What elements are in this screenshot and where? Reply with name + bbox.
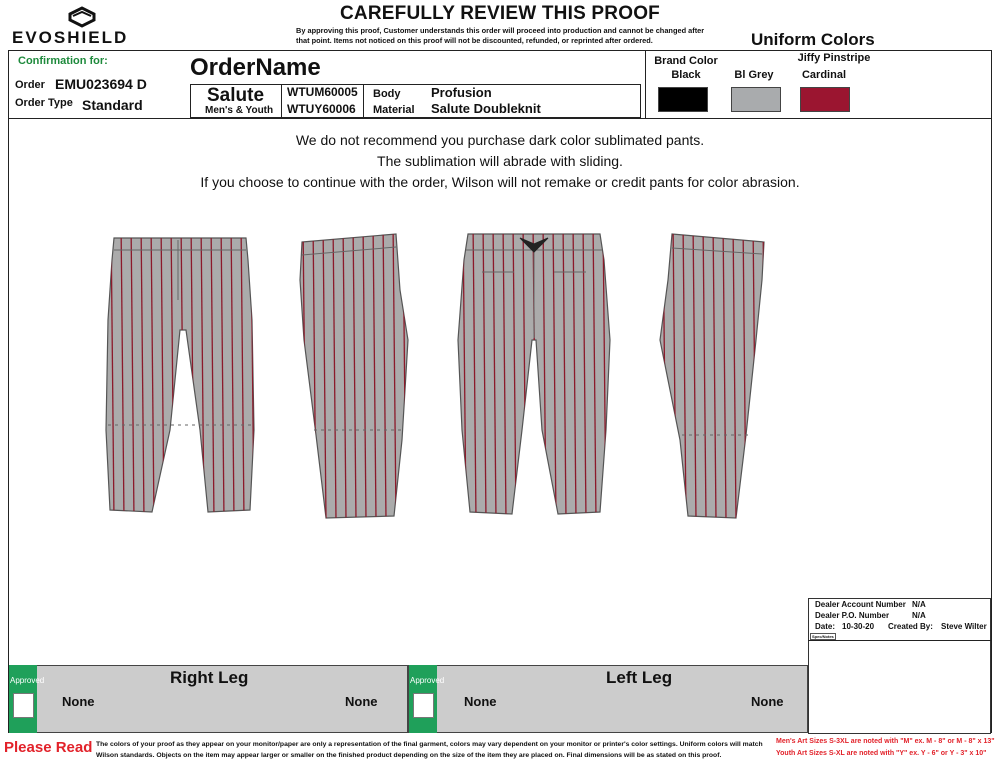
right-leg-value: None	[62, 694, 95, 709]
pants-side-view-left	[660, 234, 764, 518]
material-label: Material	[373, 104, 415, 116]
notice-line: We do not recommend you purchase dark color sublimated pants.	[295, 132, 705, 148]
style-code-youth: WTUY60006	[287, 102, 356, 116]
color-heading: Jiffy Pinstripe	[797, 52, 871, 64]
dealer-po-label: Dealer P.O. Number	[815, 611, 890, 620]
spec-notes-tag: Spec/Notes	[812, 634, 834, 639]
style-sizes: Men's & Youth	[205, 105, 274, 116]
please-read-label: Please Read	[4, 739, 93, 756]
color-disclaimer: The colors of your proof as they appear on your monitor/paper are only a representation of the final garment, colors may vary dependent on your monitor or printer's color settings. Uniform colors will match Wilson standards. Objects on the item may appear larger or smaller on the finished product depending on the size of the item they are placed on. Final dimensions will be as stated on this proof.	[96, 741, 763, 759]
color-name: Bl Grey	[734, 69, 774, 81]
order-name: OrderName	[190, 54, 321, 81]
material-value: Salute Doubleknit	[431, 101, 541, 116]
created-by-label: Created By:	[888, 622, 933, 631]
brand-wordmark: EVOSHIELD	[12, 28, 129, 47]
body-value: Profusion	[431, 85, 492, 100]
right-leg-approved-checkbox[interactable]	[13, 693, 34, 718]
proof-subtitle: By approving this proof, Customer understands this order will proceed into production and cannot be changed after that point. Items not noticed on this proof will not be discounted, refunded, or reprinted after ordered.	[296, 26, 705, 45]
approved-label: Approved	[10, 676, 45, 685]
right-leg-value: None	[345, 694, 378, 709]
body-label: Body	[373, 88, 401, 100]
header-bottom-rule	[8, 118, 992, 119]
left-leg-value: None	[751, 694, 784, 709]
dealer-account-value: N/A	[912, 600, 926, 609]
date-value: 10-30-20	[842, 622, 875, 631]
left-leg-approved-checkbox[interactable]	[413, 693, 434, 718]
left-leg-value: None	[464, 694, 497, 709]
notice-line: If you choose to continue with the order, Wilson will not remake or credit pants for color abrasion.	[200, 174, 800, 190]
order-number: EMU023694 D	[55, 76, 147, 92]
created-by-value: Steve Wilter	[941, 622, 987, 631]
color-name: Black	[671, 69, 701, 81]
style-name: Salute	[207, 85, 265, 106]
proof-title: CAREFULLY REVIEW THIS PROOF	[340, 3, 660, 24]
confirmation-label: Confirmation for:	[18, 55, 108, 67]
pants-illustrations	[90, 220, 790, 520]
dealer-po-value: N/A	[912, 611, 926, 620]
color-swatch-grey	[731, 87, 781, 112]
approved-label: Approved	[410, 676, 445, 685]
color-swatch-black	[658, 87, 708, 112]
color-heading: Brand Color	[654, 55, 718, 67]
order-label: Order	[15, 79, 45, 91]
color-name: Cardinal	[801, 69, 846, 81]
uniform-colors-title: Uniform Colors	[751, 30, 875, 49]
dealer-divider	[808, 640, 991, 641]
style-divider-1	[281, 84, 282, 118]
header-top-rule	[8, 50, 992, 51]
youth-art-sizes-note: Youth Art Sizes S-XL are noted with "Y" ex. Y - 6" or Y - 3" x 10"	[776, 750, 987, 757]
order-type-value: Standard	[82, 97, 143, 113]
color-swatch-cardinal	[800, 87, 850, 112]
mens-art-sizes-note: Men's Art Sizes S-3XL are noted with "M" ex. M - 8" or M - 8" x 13"	[776, 738, 995, 745]
notice-line: The sublimation will abrade with sliding.	[377, 153, 623, 169]
order-type-label: Order Type	[15, 97, 73, 109]
left-leg-title: Left Leg	[606, 668, 673, 687]
dealer-account-label: Dealer Account Number	[815, 600, 906, 609]
right-leg-title: Right Leg	[170, 668, 249, 687]
date-label: Date:	[815, 622, 836, 631]
style-code-mens: WTUM60005	[287, 85, 358, 99]
style-divider-2	[363, 84, 364, 118]
